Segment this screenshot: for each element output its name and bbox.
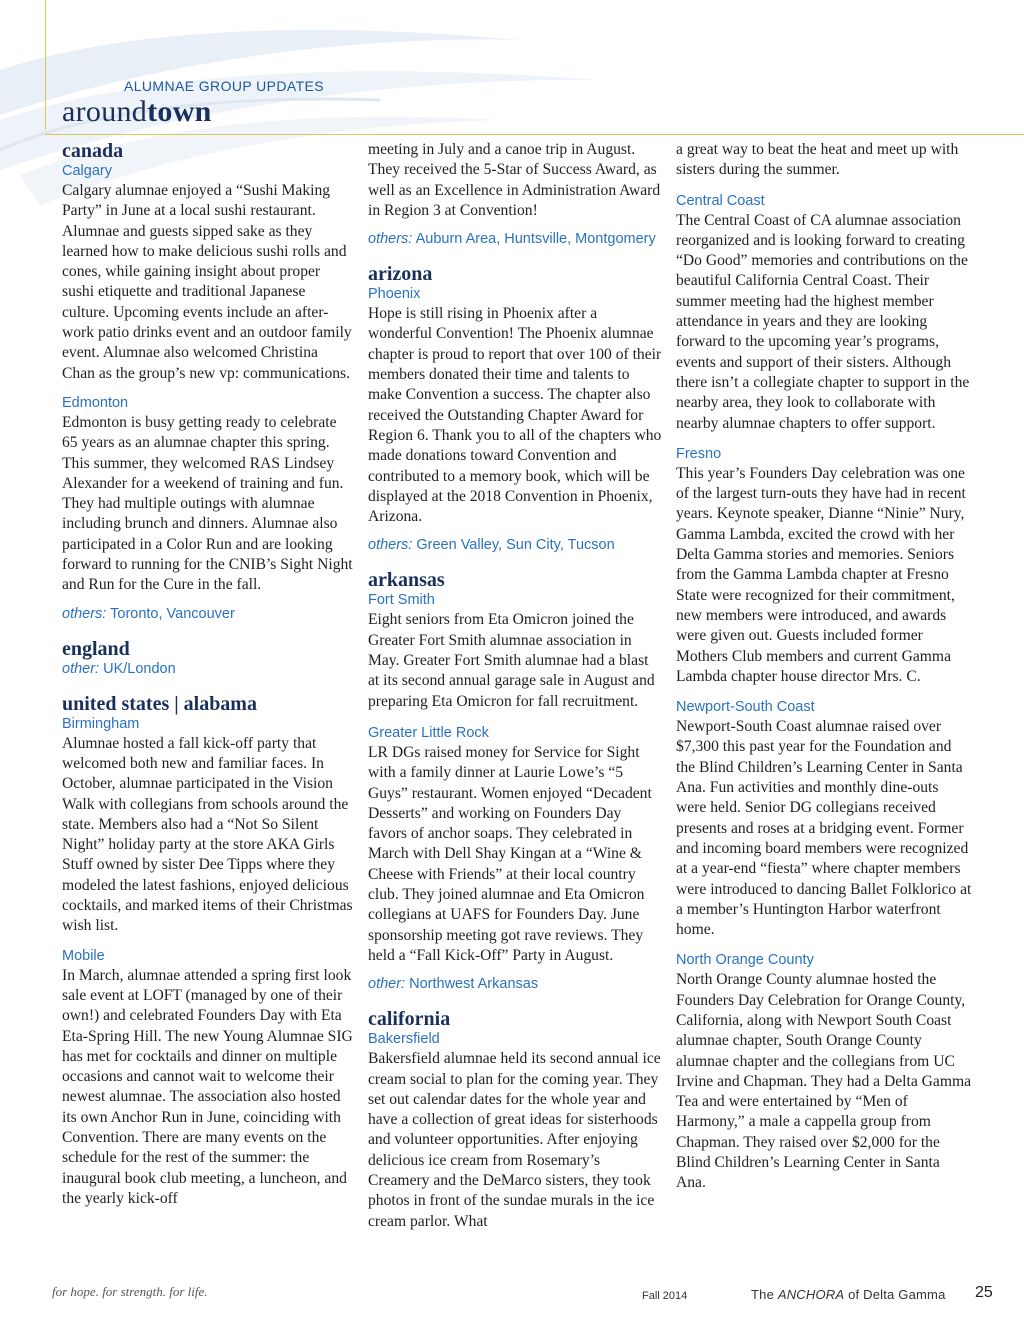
column-3 <box>676 140 972 1194</box>
subheading-edmonton: Edmonton <box>62 394 129 411</box>
subheading-birmingham: Birmingham <box>62 715 140 732</box>
other-list: Northwest Arkansas <box>409 976 539 993</box>
paragraph-bakersfield: Bakersfield alumnae held its second annual ice cream social to plan for the coming year. They set out calendar dates for the whole year and have a collection of great ideas for sisterhoods and volunteer opportunities. After enjoying delicious ice cream from Rosemary’s Creamery and the DeMarco sisters, they took photos in front of the sundae murals in the ice cream parlor. What <box>368 1050 661 1230</box>
footer-issue: Fall 2014 <box>642 1290 688 1302</box>
paragraph-newport: Newport-South Coast alumnae raised over $7,300 this past year for the Foundation and the Blind Children’s Learning Center in Santa Ana. Fun activities and monthly dine-outs were held. Senior DG collegians received presents and roses at a bridging event. Former and incoming board members were recognized at a year-end “fiesta” where chapter members were introduced to dancing Ballet Folklorico at a member’s Huntington Harbor waterfront home. <box>676 718 972 939</box>
paragraph-birmingham: Alumnae hosted a fall kick-off party that welcomed both new and familiar faces. In October, alumnae participated in the Vision Walk with collegians from schools around the state. Members also had a “Not So Silent Night” holiday party at the store AKA Girls Stuff owned by sister Dee Tipps where they modeled the latest fashions, enjoyed delicious cocktails, and marked items of their Christmas wish list. <box>62 734 353 935</box>
paragraph-edmonton: Edmonton is busy getting ready to celebrate 65 years as an alumnae chapter this spring. This summer, they welcomed RAS Lindsey Alexander for a weekend of training and fun. They had multiple outings with alumnae including brunch and dinners. Alumnae also participated in a Color Run and are looking forward to running for the CNIB’s Sight Night and Run for the Cure in the fall. <box>62 413 353 594</box>
gold-horizontal-rule <box>45 134 1024 135</box>
subheading-calgary: Calgary <box>62 163 112 179</box>
others-list: Auburn Area, Huntsville, Montgomery <box>415 231 656 248</box>
section-arizona <box>368 263 662 555</box>
page-number: 25 <box>975 1284 993 1301</box>
pub-prefix: The <box>751 1287 775 1302</box>
paragraph-north-orange-county: North Orange County alumnae hosted the Founders Day Celebration for Orange County, California, along with Newport South Coast alumnae chapter, South Orange County alumnae chapter and the collegians from UC Irvine and Chapman. They had a Delta Gamma Tea and were entertained by “Men of Harmony,” a male a cappella group from Chapman. They raised over $2,000 for the Blind Children’s Learning Center in Santa Ana. <box>676 971 972 1192</box>
subheading-north-orange-county: North Orange County <box>676 952 814 969</box>
heading-arizona: arizona <box>368 263 433 286</box>
section-arkansas <box>368 569 662 994</box>
others-label: others: <box>368 537 413 554</box>
other-england <box>62 660 354 679</box>
paragraph-fort-smith: Eight seniors from Eta Omicron joined the Greater Fort Smith alumnae association in May. Greater Fort Smith alumnae had a blast at its second annual garage sale in August and preparing Eta Omicron for fall recruitment. <box>368 611 655 710</box>
paragraph-central-coast: The Central Coast of CA alumnae association reorganized and is looking forward to creating “Do Good” memories and contributions on the beautiful California Central Coast. Their summer meeting had the highest member attendance in years and they are looking forward to the upcoming year’s programs, events and support of their sisters. Although there isn’t a collegiate chapter to support in the nearby area, they look to collaborate with nearby alumnae chapters to offer support. <box>676 211 970 432</box>
subheading-mobile: Mobile <box>62 947 105 964</box>
others-label: others: <box>368 231 413 248</box>
paragraph-calgary: Calgary alumnae enjoyed a “Sushi Making Party” in June at a local sushi restaurant. Alumnae and guests sipped sake as they learned how to make delicious sushi rolls and cones, while gaining insight about proper sushi etiquette and traditional Japanese culture. Upcoming events include an after-work patio drinks event and an outdoor family event. Alumnae also welcomed Christina Chan as the group’s new vp: communications. <box>62 182 352 382</box>
subheading-central-coast: Central Coast <box>676 192 765 209</box>
heading-arkansas: arkansas <box>368 569 445 592</box>
subheading-little-rock: Greater Little Rock <box>368 724 489 741</box>
paragraph-mobile-continued: meeting in July and a canoe trip in August. They received the 5-Star of Success Award, as well as an Excellence in Administration Award in Region 3 at Convention! <box>368 141 661 219</box>
others-alabama <box>368 230 662 249</box>
section-kicker: ALUMNAE GROUP UPDATES <box>124 78 325 94</box>
heading-canada: canada <box>62 140 124 162</box>
gold-vertical-rule <box>45 0 46 130</box>
footer-tagline: for hope. for strength. for life. <box>52 1284 208 1299</box>
others-label: others: <box>62 605 107 622</box>
page-title <box>62 94 212 130</box>
subheading-phoenix: Phoenix <box>368 286 421 303</box>
title-bold: town <box>147 95 212 128</box>
heading-england: england <box>62 637 130 660</box>
others-arizona <box>368 536 662 555</box>
paragraph-bakersfield-continued: a great way to beat the heat and meet up with sisters during the summer. <box>676 141 959 179</box>
column-2 <box>368 140 662 1232</box>
subheading-bakersfield: Bakersfield <box>368 1031 440 1048</box>
other-label: other: <box>368 976 406 993</box>
title-light: around <box>62 95 148 128</box>
other-label: other: <box>62 660 100 677</box>
subheading-fort-smith: Fort Smith <box>368 592 435 609</box>
others-list: Green Valley, Sun City, Tucson <box>416 537 615 554</box>
others-list: Toronto, Vancouver <box>110 605 235 622</box>
footer-publication <box>751 1287 946 1302</box>
heading-alabama: united states | alabama <box>62 692 257 715</box>
other-list: UK/London <box>103 660 176 677</box>
column-1 <box>62 140 354 1209</box>
section-alabama <box>62 693 354 1210</box>
section-california <box>368 1008 662 1232</box>
other-arkansas <box>368 975 662 994</box>
others-canada <box>62 605 354 624</box>
paragraph-fresno: This year’s Founders Day celebration was one of the largest turn-outs they have had in recent years. Keynote speaker, Dianne “Ninie” Nury, Gamma Lambda, excited the crowd with her Delta Gamma stories and memories. Seniors from the Gamma Lambda chapter at Fresno State were recognized for their commitment, new members were introduced, and awards were given out. Guests included former Mothers Club members and current Gamma Lambda chapter house director Mrs. C. <box>676 464 966 685</box>
paragraph-mobile: In March, alumnae attended a spring first look sale event at LOFT (managed by one of their own!) and celebrated Founders Day with Eta Eta-Spring Hill. The new Young Alumnae SIG has met for cocktails and dinner on multiple occasions and cannot wait to welcome their newest alumnae. The association also hosted its own Anchor Run in June, coinciding with Convention. There are many events on the schedule for the rest of the summer: the inaugural book club meeting, a luncheon, and the yearly kick-off <box>62 966 353 1207</box>
pub-name: ANCHORA <box>777 1287 845 1302</box>
section-england <box>62 638 354 679</box>
subheading-fresno: Fresno <box>676 445 722 462</box>
paragraph-little-rock: LR DGs raised money for Service for Sight with a family dinner at Laurie Lowe’s “5 Guys” restaurant. Women enjoyed “Decadent Desserts” and working on Founders Day favors of anchor soaps. They celebrated in March with Dell Shay Kingan at a “Wine & Cheese with Friends” at their local country club. They joined alumnae and Eta Omicron collegians at UAFS for Founders Day. June sponsorship meeting got rave reviews. They held a “Fall Kick-Off” Party in August. <box>368 743 652 964</box>
heading-california: california <box>368 1008 451 1031</box>
paragraph-phoenix: Hope is still rising in Phoenix after a wonderful Convention! The Phoenix alumnae chapter is proud to report that over 100 of their members donated their time and talents to make Convention a success. The chapter also received the Outstanding Chapter Award for Region 6. Thank you to all of the chapters who made donations toward Convention and contributed to a memory book, which will be displayed at the 2018 Convention in Phoenix, Arizona. <box>368 305 662 526</box>
pub-suffix: of Delta Gamma <box>848 1287 946 1302</box>
subheading-newport: Newport-South Coast <box>676 699 815 716</box>
